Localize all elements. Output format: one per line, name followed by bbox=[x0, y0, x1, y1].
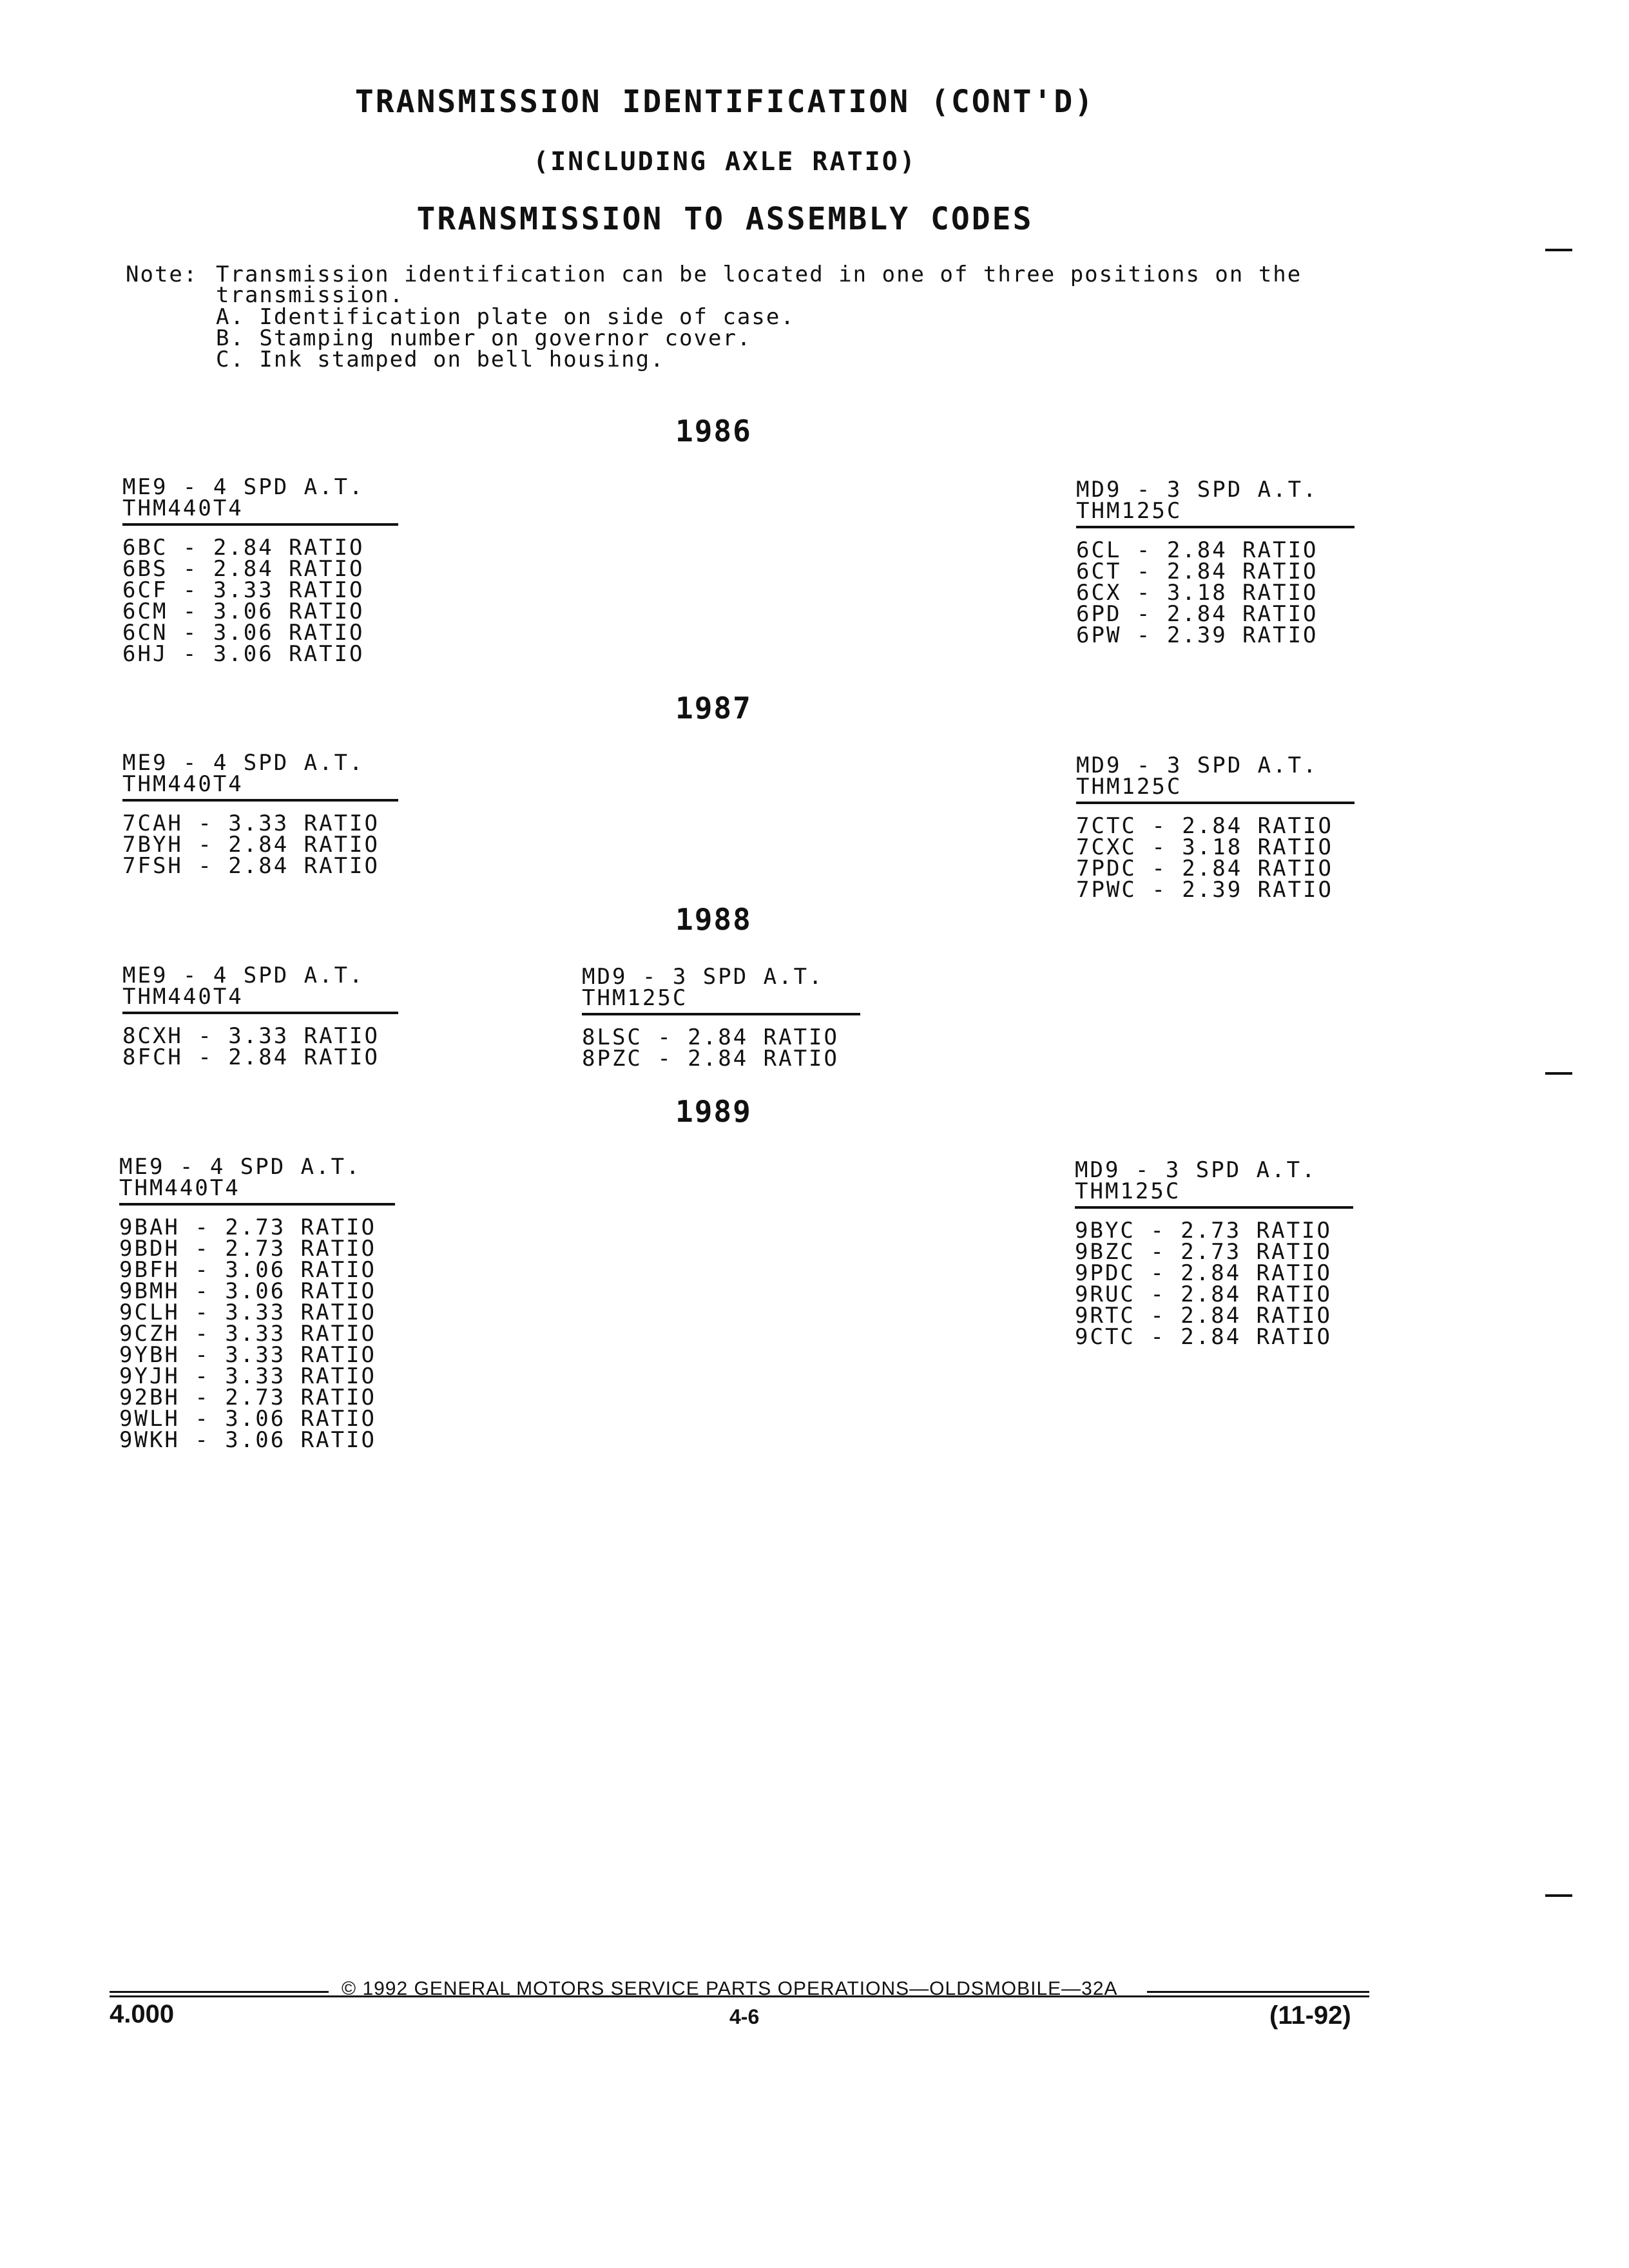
transmission-model: ME9 - 4 SPD A.T. bbox=[119, 1154, 361, 1180]
page-title: TRANSMISSION IDENTIFICATION (CONT'D) bbox=[354, 84, 1095, 120]
code-row: 8CXH - 3.33 RATIO bbox=[122, 1023, 380, 1049]
year-heading-1989: 1989 bbox=[675, 1094, 752, 1129]
page-number: 4-6 bbox=[729, 2005, 760, 2028]
year-heading-1988: 1988 bbox=[675, 902, 752, 937]
footer-rule-left bbox=[110, 1991, 329, 1993]
code-row: 7CTC - 2.84 RATIO bbox=[1076, 813, 1333, 839]
section-heading: TRANSMISSION TO ASSEMBLY CODES bbox=[416, 201, 1034, 237]
transmission-block-md9-1987 bbox=[1076, 755, 1354, 901]
code-row: 7FSH - 2.84 RATIO bbox=[122, 853, 380, 879]
copyright-text: © 1992 GENERAL MOTORS SERVICE PARTS OPERATIONS—OLDSMOBILE—32A bbox=[342, 1978, 1118, 1999]
code-row: 6PW - 2.39 RATIO bbox=[1076, 622, 1318, 648]
code-row: 9BFH - 3.06 RATIO bbox=[119, 1257, 376, 1283]
transmission-type: THM440T4 bbox=[119, 1175, 240, 1201]
code-row: 9BAH - 2.73 RATIO bbox=[119, 1215, 376, 1240]
note-label: Note: bbox=[126, 262, 198, 287]
page-subtitle: (INCLUDING AXLE RATIO) bbox=[533, 147, 917, 177]
code-row: 6CF - 3.33 RATIO bbox=[122, 577, 365, 603]
divider bbox=[1076, 802, 1354, 804]
code-row: 6HJ - 3.06 RATIO bbox=[122, 641, 365, 667]
year-heading-1987: 1987 bbox=[675, 691, 752, 726]
divider bbox=[1075, 1206, 1353, 1209]
note-text: Transmission identification can be located in one of three positions on the bbox=[216, 262, 1302, 287]
transmission-block-me9-1989 bbox=[119, 1154, 395, 1453]
code-row: 8FCH - 2.84 RATIO bbox=[122, 1044, 380, 1070]
code-row: 6BS - 2.84 RATIO bbox=[122, 556, 365, 582]
transmission-block-md9-1988 bbox=[582, 966, 860, 1070]
code-row: 9CZH - 3.33 RATIO bbox=[119, 1321, 376, 1347]
section-number: 4.000 bbox=[110, 2000, 175, 2028]
transmission-model: MD9 - 3 SPD A.T. bbox=[582, 964, 824, 990]
transmission-block-me9-1987 bbox=[122, 750, 398, 879]
transmission-type: THM440T4 bbox=[122, 984, 244, 1010]
transmission-block-md9-1986 bbox=[1076, 479, 1354, 646]
code-row: 9WKH - 3.06 RATIO bbox=[119, 1427, 376, 1453]
code-row: 6CX - 3.18 RATIO bbox=[1076, 580, 1318, 606]
code-row: 6CL - 2.84 RATIO bbox=[1076, 537, 1318, 563]
code-row: 8PZC - 2.84 RATIO bbox=[582, 1046, 839, 1072]
margin-mark bbox=[1545, 249, 1572, 251]
code-row: 9BDH - 2.73 RATIO bbox=[119, 1236, 376, 1262]
code-row: 9BMH - 3.06 RATIO bbox=[119, 1278, 376, 1304]
code-row: 7CAH - 3.33 RATIO bbox=[122, 811, 380, 836]
transmission-block-me9-1988 bbox=[122, 965, 398, 1068]
transmission-type: THM440T4 bbox=[122, 771, 244, 797]
code-row: 9WLH - 3.06 RATIO bbox=[119, 1406, 376, 1432]
code-row: 9YBH - 3.33 RATIO bbox=[119, 1342, 376, 1368]
code-row: 9CLH - 3.33 RATIO bbox=[119, 1300, 376, 1325]
divider bbox=[122, 1012, 398, 1014]
code-row: 7PWC - 2.39 RATIO bbox=[1076, 877, 1333, 903]
footer-rule-bottom bbox=[110, 1995, 1369, 1997]
transmission-type: THM125C bbox=[1075, 1178, 1181, 1204]
transmission-model: MD9 - 3 SPD A.T. bbox=[1076, 477, 1318, 503]
year-heading-1986: 1986 bbox=[675, 414, 752, 448]
code-row: 6CM - 3.06 RATIO bbox=[122, 599, 365, 624]
margin-mark bbox=[1545, 1072, 1572, 1075]
code-row: 9YJH - 3.33 RATIO bbox=[119, 1363, 376, 1389]
note-item-a: A. Identification plate on side of case. bbox=[216, 304, 795, 330]
transmission-type: THM440T4 bbox=[122, 495, 244, 521]
transmission-type: THM125C bbox=[1076, 774, 1182, 800]
code-row: 9BZC - 2.73 RATIO bbox=[1075, 1239, 1332, 1265]
code-row: 6CN - 3.06 RATIO bbox=[122, 620, 365, 646]
divider bbox=[1076, 526, 1354, 528]
note-item-b: B. Stamping number on governor cover. bbox=[216, 325, 752, 351]
code-row: 7CXC - 3.18 RATIO bbox=[1076, 834, 1333, 860]
code-row: 9RUC - 2.84 RATIO bbox=[1075, 1282, 1332, 1307]
code-row: 7BYH - 2.84 RATIO bbox=[122, 832, 380, 858]
code-row: 8LSC - 2.84 RATIO bbox=[582, 1024, 839, 1050]
transmission-model: ME9 - 4 SPD A.T. bbox=[122, 963, 365, 988]
transmission-type: THM125C bbox=[1076, 498, 1182, 524]
code-row: 9CTC - 2.84 RATIO bbox=[1075, 1324, 1332, 1350]
transmission-type: THM125C bbox=[582, 985, 688, 1011]
transmission-model: ME9 - 4 SPD A.T. bbox=[122, 750, 365, 776]
code-row: 92BH - 2.73 RATIO bbox=[119, 1385, 376, 1410]
note-text-continued: transmission. bbox=[216, 282, 405, 308]
code-row: 9BYC - 2.73 RATIO bbox=[1075, 1218, 1332, 1244]
code-row: 6CT - 2.84 RATIO bbox=[1076, 559, 1318, 584]
divider bbox=[582, 1013, 860, 1015]
transmission-model: MD9 - 3 SPD A.T. bbox=[1076, 753, 1318, 778]
code-row: 6BC - 2.84 RATIO bbox=[122, 535, 365, 561]
divider bbox=[119, 1203, 395, 1206]
code-row: 6PD - 2.84 RATIO bbox=[1076, 601, 1318, 627]
code-row: 9PDC - 2.84 RATIO bbox=[1075, 1260, 1332, 1286]
footer-rule-right bbox=[1147, 1991, 1369, 1993]
margin-mark bbox=[1545, 1894, 1572, 1897]
transmission-block-md9-1989 bbox=[1075, 1157, 1353, 1350]
note-item-c: C. Ink stamped on bell housing. bbox=[216, 347, 665, 372]
transmission-block-me9-1986 bbox=[122, 474, 398, 667]
transmission-model: MD9 - 3 SPD A.T. bbox=[1075, 1157, 1317, 1183]
code-row: 7PDC - 2.84 RATIO bbox=[1076, 856, 1333, 881]
transmission-model: ME9 - 4 SPD A.T. bbox=[122, 474, 365, 500]
divider bbox=[122, 799, 398, 802]
divider bbox=[122, 523, 398, 526]
revision-date: (11-92) bbox=[1269, 2001, 1351, 2030]
code-row: 9RTC - 2.84 RATIO bbox=[1075, 1303, 1332, 1329]
